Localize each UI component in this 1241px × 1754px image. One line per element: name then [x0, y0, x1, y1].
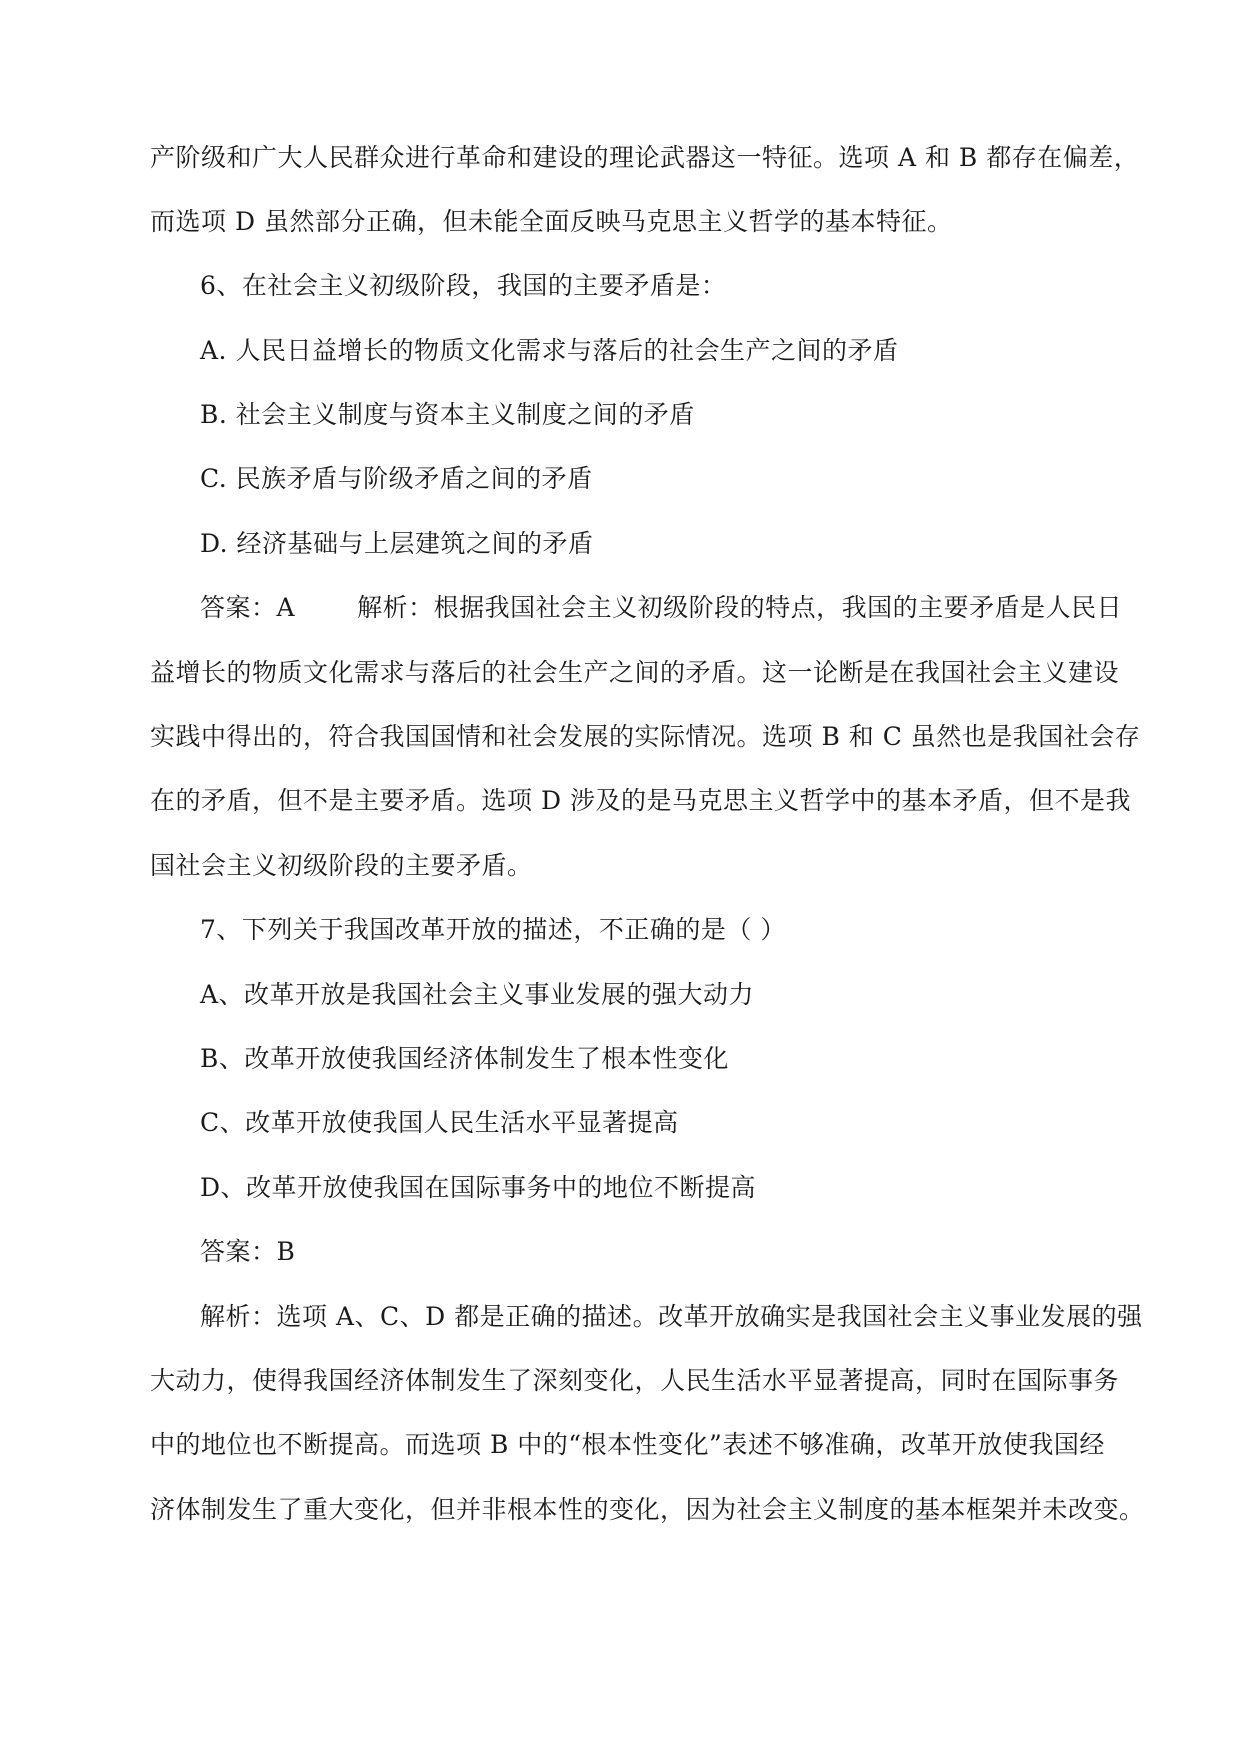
q6-answer-line	[200, 590, 1123, 626]
q7-option-c: C、改革开放使我国人民生活水平显著提高	[200, 1108, 679, 1137]
q6-analysis-line: 国社会主义初级阶段的主要矛盾。	[150, 851, 533, 880]
q6-option-c: C. 民族矛盾与阶级矛盾之间的矛盾	[200, 464, 593, 493]
q7-analysis-line: 解析：选项 A、C、D 都是正确的描述。改革开放确实是我国社会主义事业发展的强	[200, 1302, 1143, 1331]
q6-option-b: B. 社会主义制度与资本主义制度之间的矛盾	[200, 400, 695, 429]
q6-analysis-line: 在的矛盾，但不是主要矛盾。选项 D 涉及的是马克思主义哲学中的基本矛盾，但不是我	[150, 786, 1131, 815]
q7-analysis-line: 大动力，使得我国经济体制发生了深刻变化，人民生活水平显著提高，同时在国际事务	[150, 1366, 1120, 1395]
q7-analysis-line: 济体制发生了重大变化，但并非根本性的变化，因为社会主义制度的基本框架并未改变。	[150, 1495, 1145, 1524]
paragraph-line: 产阶级和广大人民群众进行革命和建设的理论武器这一特征。选项 A 和 B 都存在偏差，	[150, 143, 1140, 172]
q7-answer: 答案：B	[200, 1237, 296, 1266]
q6-answer: 答案：A	[200, 593, 296, 622]
q6-option-d: D. 经济基础与上层建筑之间的矛盾	[200, 529, 594, 558]
question-7: 7、下列关于我国改革开放的描述，不正确的是（ ）	[200, 915, 786, 944]
q6-analysis-first: 解析：根据我国社会主义初级阶段的特点，我国的主要矛盾是人民日	[357, 593, 1123, 622]
q7-option-b: B、改革开放使我国经济体制发生了根本性变化	[200, 1044, 729, 1073]
q7-option-a: A、改革开放是我国社会主义事业发展的强大动力	[200, 980, 755, 1009]
q7-analysis-line: 中的地位也不断提高。而选项 B 中的“根本性变化”表述不够准确，改革开放使我国经	[150, 1430, 1105, 1459]
q6-analysis-line: 实践中得出的，符合我国国情和社会发展的实际情况。选项 B 和 C 虽然也是我国社会存	[150, 722, 1141, 751]
question-6: 6、在社会主义初级阶段，我国的主要矛盾是：	[200, 271, 727, 300]
q7-option-d: D、改革开放使我国在国际事务中的地位不断提高	[200, 1173, 757, 1202]
q6-analysis-line: 益增长的物质文化需求与落后的社会生产之间的矛盾。这一论断是在我国社会主义建设	[150, 658, 1120, 687]
paragraph-line: 而选项 D 虽然部分正确，但未能全面反映马克思主义哲学的基本特征。	[150, 207, 953, 236]
q6-option-a: A. 人民日益增长的物质文化需求与落后的社会生产之间的矛盾	[200, 336, 899, 365]
